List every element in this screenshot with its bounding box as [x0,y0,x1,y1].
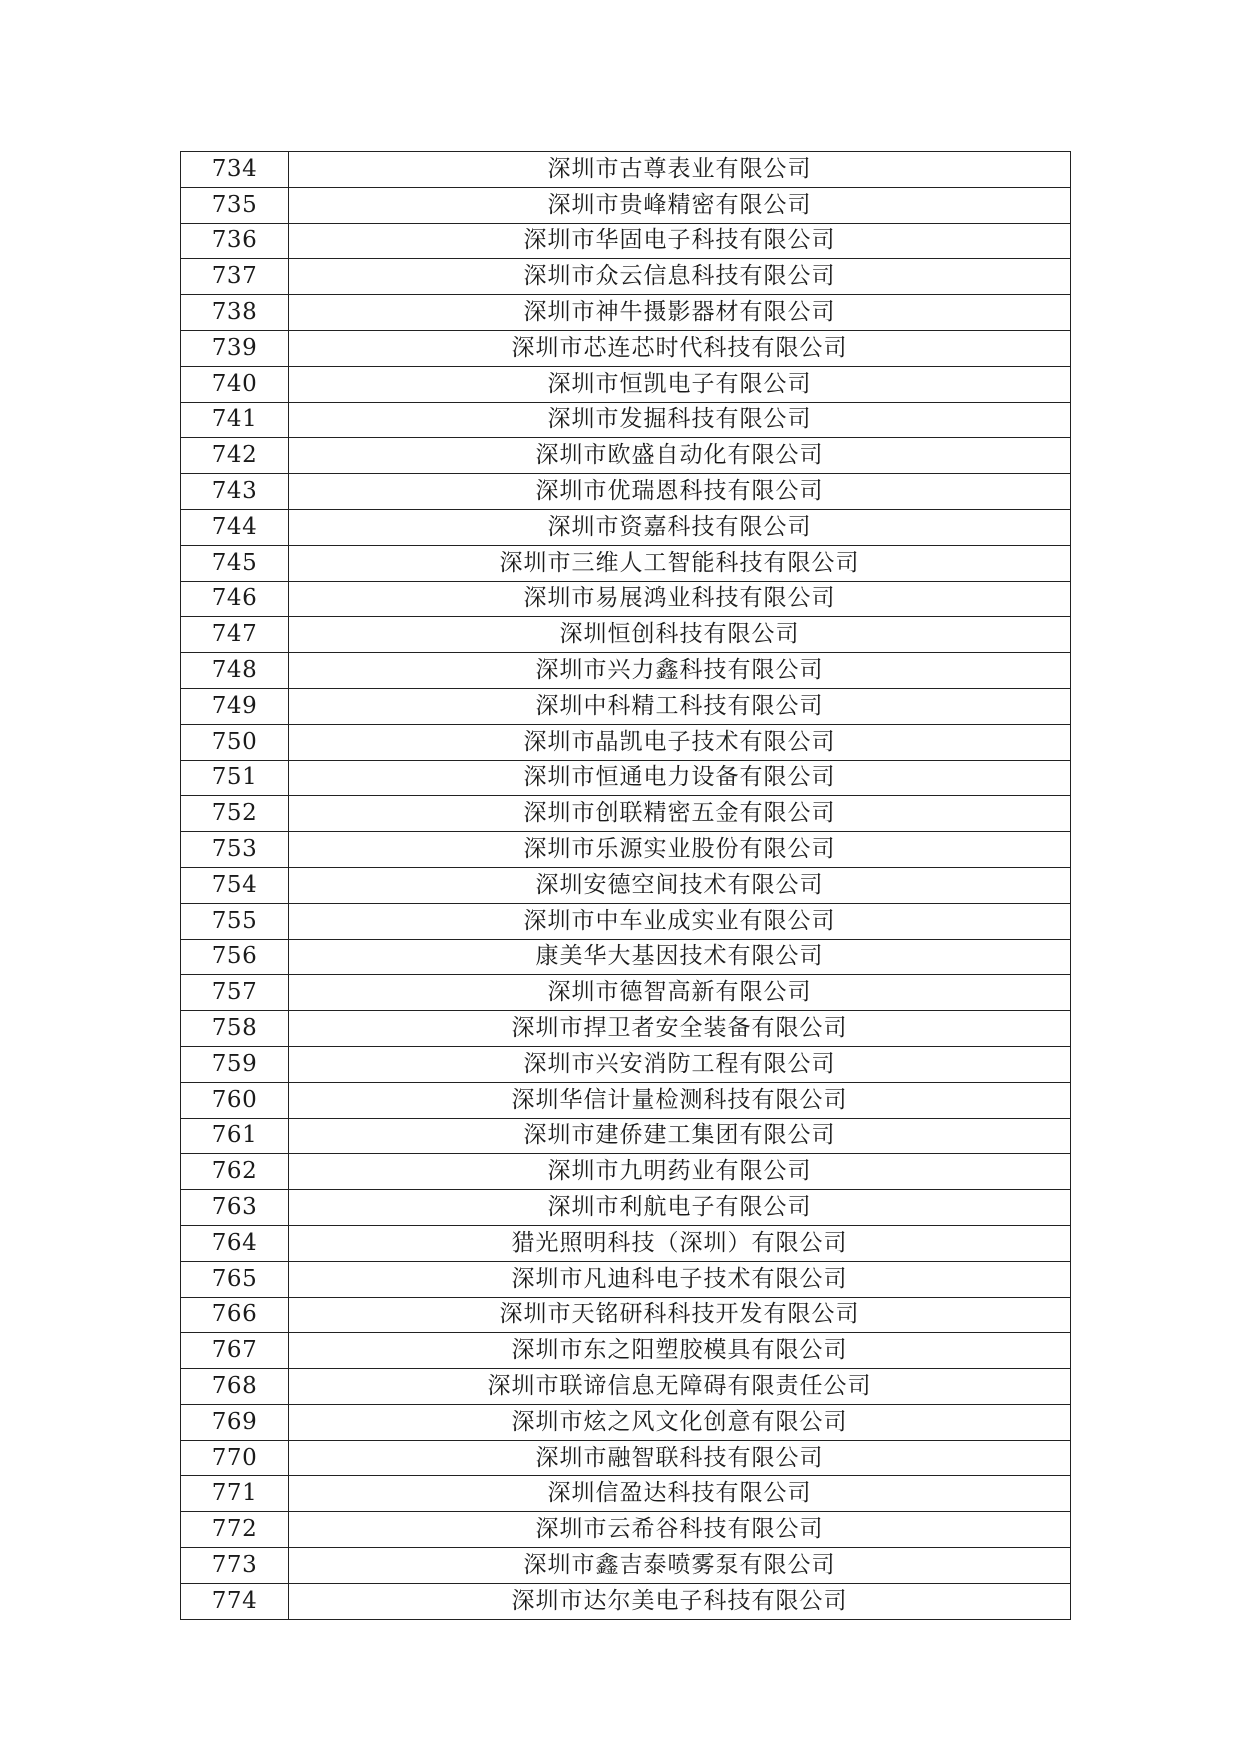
table-row [181,330,1071,366]
row-number-cell: 770 [181,1440,289,1476]
table-row [181,975,1071,1011]
row-number-cell: 758 [181,1011,289,1047]
company-name-cell: 深圳市融智联科技有限公司 [289,1440,1071,1476]
table-row [181,1583,1071,1619]
company-name-cell: 深圳市古尊表业有限公司 [289,152,1071,188]
table-row [181,545,1071,581]
table-row [181,1225,1071,1261]
table-row [181,1118,1071,1154]
company-name-cell: 深圳信盈达科技有限公司 [289,1476,1071,1512]
row-number-cell: 743 [181,474,289,510]
company-name-cell: 深圳华信计量检测科技有限公司 [289,1082,1071,1118]
row-number-cell: 745 [181,545,289,581]
table-row [181,581,1071,617]
row-number-cell: 740 [181,366,289,402]
row-number-cell: 752 [181,796,289,832]
row-number-cell: 766 [181,1297,289,1333]
table-row [181,1548,1071,1584]
row-number-cell: 753 [181,832,289,868]
table-row [181,1512,1071,1548]
company-name-cell: 深圳市云希谷科技有限公司 [289,1512,1071,1548]
table-row [181,688,1071,724]
company-name-cell: 康美华大基因技术有限公司 [289,939,1071,975]
row-number-cell: 772 [181,1512,289,1548]
company-list-body [181,152,1071,1620]
row-number-cell: 756 [181,939,289,975]
company-name-cell: 深圳安德空间技术有限公司 [289,867,1071,903]
row-number-cell: 760 [181,1082,289,1118]
table-row [181,1046,1071,1082]
company-name-cell: 深圳市晶凯电子技术有限公司 [289,724,1071,760]
company-name-cell: 深圳市资嘉科技有限公司 [289,509,1071,545]
table-row [181,474,1071,510]
row-number-cell: 742 [181,438,289,474]
row-number-cell: 748 [181,653,289,689]
table-row [181,402,1071,438]
table-row [181,152,1071,188]
company-name-cell: 深圳市恒通电力设备有限公司 [289,760,1071,796]
company-name-cell: 深圳市乐源实业股份有限公司 [289,832,1071,868]
row-number-cell: 773 [181,1548,289,1584]
table-row [181,1476,1071,1512]
row-number-cell: 750 [181,724,289,760]
company-name-cell: 深圳市联谛信息无障碍有限责任公司 [289,1369,1071,1405]
table-row [181,903,1071,939]
table-row [181,1261,1071,1297]
company-name-cell: 深圳市德智高新有限公司 [289,975,1071,1011]
company-name-cell: 深圳市利航电子有限公司 [289,1190,1071,1226]
company-name-cell: 深圳市发掘科技有限公司 [289,402,1071,438]
row-number-cell: 747 [181,617,289,653]
row-number-cell: 739 [181,330,289,366]
table-row [181,1190,1071,1226]
table-row [181,1404,1071,1440]
row-number-cell: 735 [181,187,289,223]
company-name-cell: 深圳市神牛摄影器材有限公司 [289,295,1071,331]
company-name-cell: 深圳市东之阳塑胶模具有限公司 [289,1333,1071,1369]
table-row [181,939,1071,975]
row-number-cell: 764 [181,1225,289,1261]
row-number-cell: 763 [181,1190,289,1226]
row-number-cell: 774 [181,1583,289,1619]
company-name-cell: 深圳市恒凯电子有限公司 [289,366,1071,402]
table-row [181,724,1071,760]
row-number-cell: 765 [181,1261,289,1297]
table-row [181,1011,1071,1047]
row-number-cell: 746 [181,581,289,617]
row-number-cell: 767 [181,1333,289,1369]
table-row [181,366,1071,402]
company-name-cell: 深圳市芯连芯时代科技有限公司 [289,330,1071,366]
row-number-cell: 757 [181,975,289,1011]
company-name-cell: 深圳市兴力鑫科技有限公司 [289,653,1071,689]
company-name-cell: 猎光照明科技（深圳）有限公司 [289,1225,1071,1261]
table-row [181,223,1071,259]
company-name-cell: 深圳市欧盛自动化有限公司 [289,438,1071,474]
table-row [181,653,1071,689]
row-number-cell: 751 [181,760,289,796]
table-row [181,832,1071,868]
row-number-cell: 736 [181,223,289,259]
company-name-cell: 深圳市中车业成实业有限公司 [289,903,1071,939]
table-row [181,1082,1071,1118]
table-row [181,1440,1071,1476]
row-number-cell: 762 [181,1154,289,1190]
row-number-cell: 761 [181,1118,289,1154]
company-name-cell: 深圳市鑫吉泰喷雾泵有限公司 [289,1548,1071,1584]
company-name-cell: 深圳市兴安消防工程有限公司 [289,1046,1071,1082]
company-name-cell: 深圳市达尔美电子科技有限公司 [289,1583,1071,1619]
company-name-cell: 深圳市华固电子科技有限公司 [289,223,1071,259]
row-number-cell: 741 [181,402,289,438]
company-name-cell: 深圳市创联精密五金有限公司 [289,796,1071,832]
company-list-table [180,151,1071,1620]
company-name-cell: 深圳市三维人工智能科技有限公司 [289,545,1071,581]
company-name-cell: 深圳市捍卫者安全装备有限公司 [289,1011,1071,1047]
row-number-cell: 768 [181,1369,289,1405]
company-name-cell: 深圳恒创科技有限公司 [289,617,1071,653]
company-name-cell: 深圳市易展鸿业科技有限公司 [289,581,1071,617]
row-number-cell: 738 [181,295,289,331]
company-name-cell: 深圳市炫之风文化创意有限公司 [289,1404,1071,1440]
company-name-cell: 深圳市天铭研科科技开发有限公司 [289,1297,1071,1333]
company-name-cell: 深圳市凡迪科电子技术有限公司 [289,1261,1071,1297]
table-row [181,1297,1071,1333]
row-number-cell: 744 [181,509,289,545]
row-number-cell: 759 [181,1046,289,1082]
row-number-cell: 737 [181,259,289,295]
table-row [181,796,1071,832]
table-row [181,867,1071,903]
table-row [181,295,1071,331]
row-number-cell: 769 [181,1404,289,1440]
table-row [181,187,1071,223]
table-row [181,259,1071,295]
company-name-cell: 深圳市优瑞恩科技有限公司 [289,474,1071,510]
table-row [181,760,1071,796]
company-name-cell: 深圳市建侨建工集团有限公司 [289,1118,1071,1154]
row-number-cell: 749 [181,688,289,724]
table-row [181,1333,1071,1369]
company-name-cell: 深圳市九明药业有限公司 [289,1154,1071,1190]
company-name-cell: 深圳市贵峰精密有限公司 [289,187,1071,223]
table-row [181,617,1071,653]
row-number-cell: 754 [181,867,289,903]
company-name-cell: 深圳市众云信息科技有限公司 [289,259,1071,295]
row-number-cell: 755 [181,903,289,939]
table-row [181,1154,1071,1190]
row-number-cell: 771 [181,1476,289,1512]
company-name-cell: 深圳中科精工科技有限公司 [289,688,1071,724]
row-number-cell: 734 [181,152,289,188]
table-row [181,509,1071,545]
table-row [181,1369,1071,1405]
table-row [181,438,1071,474]
